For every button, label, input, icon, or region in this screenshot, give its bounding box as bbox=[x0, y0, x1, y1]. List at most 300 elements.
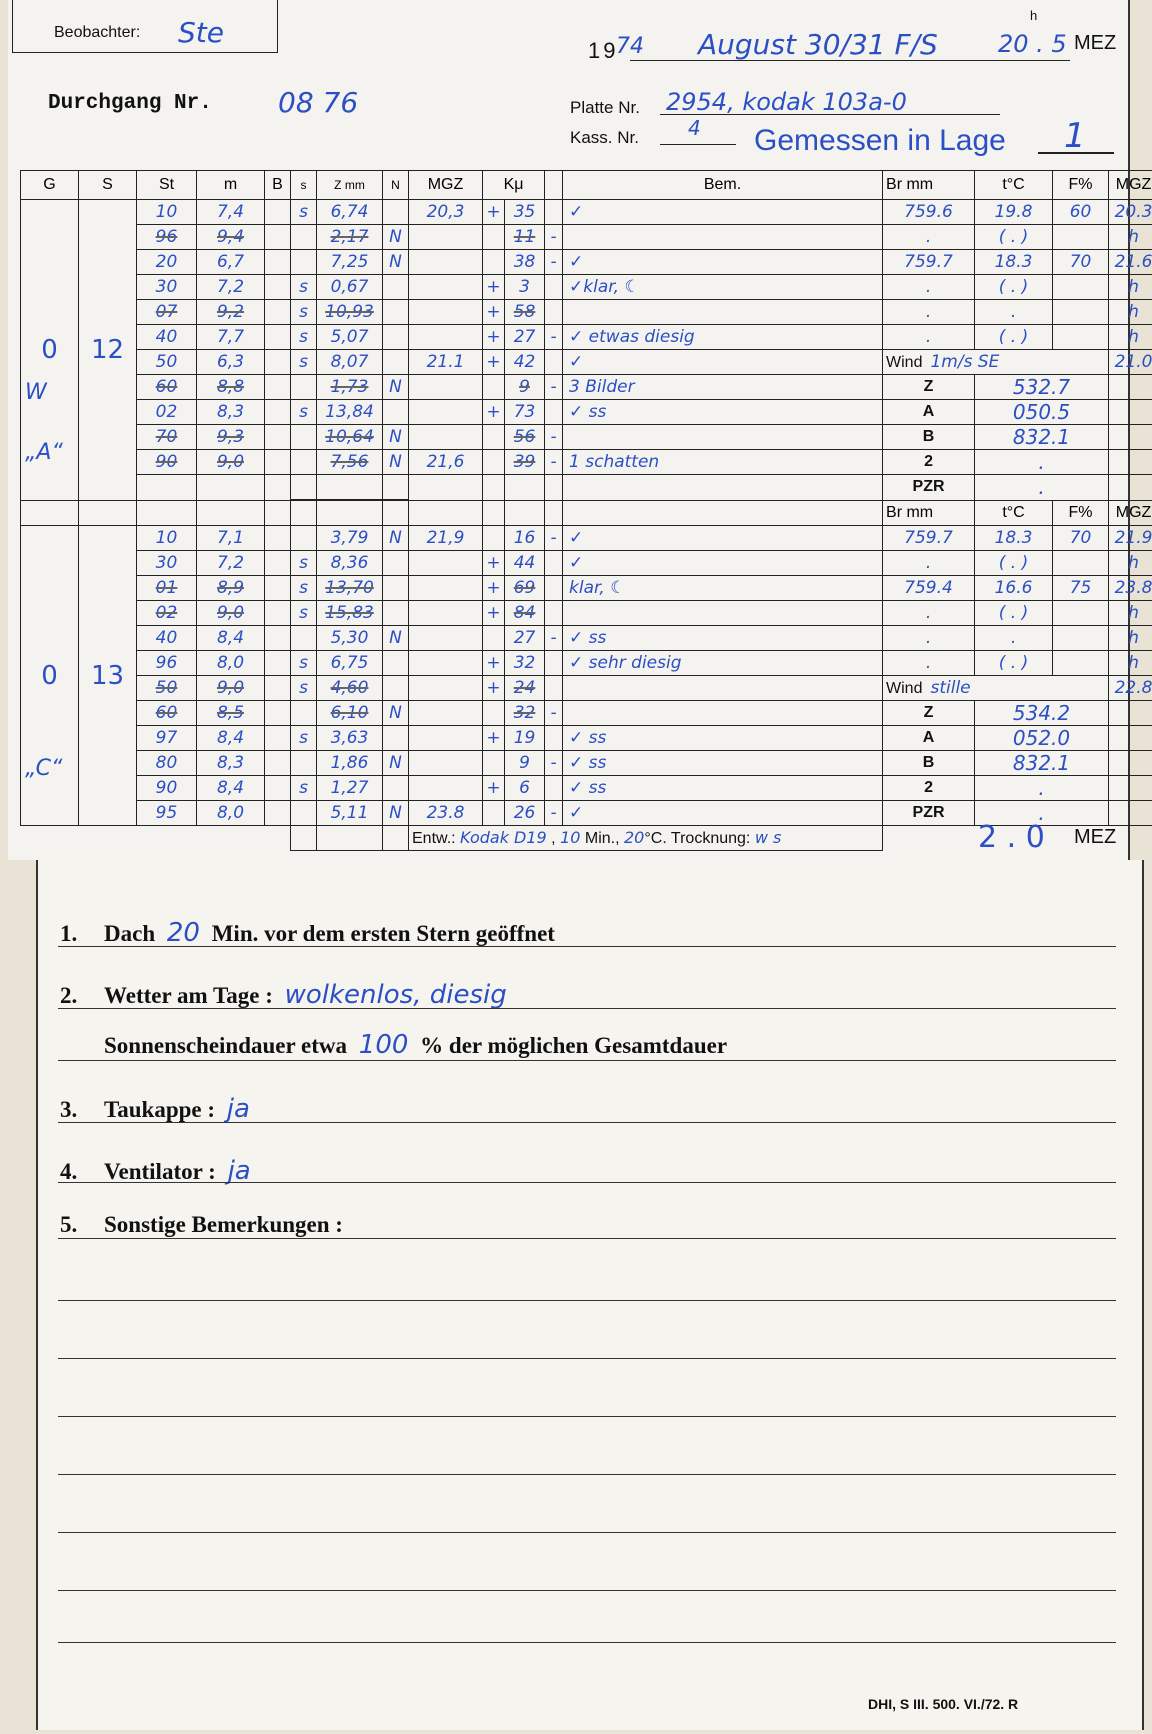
s-flag bbox=[291, 425, 317, 450]
group-g-value: 0 bbox=[41, 660, 58, 691]
remark: ✓ bbox=[563, 801, 883, 826]
magnitude: 8,3 bbox=[197, 400, 265, 425]
z-mm: 0,67 bbox=[317, 275, 383, 300]
k-sign: + bbox=[483, 350, 505, 375]
group2-divider-row bbox=[21, 500, 1152, 526]
mgz-value bbox=[409, 701, 483, 726]
side-br: 759.4 bbox=[883, 576, 975, 601]
magnitude: 8,5 bbox=[197, 701, 265, 726]
mgz-value bbox=[409, 576, 483, 601]
group-s-cell: 12 bbox=[79, 200, 137, 501]
question-number: 2. bbox=[60, 983, 78, 1008]
magnitude: 7,1 bbox=[197, 526, 265, 551]
magnitude: 8,3 bbox=[197, 751, 265, 776]
side-f: 70 bbox=[1053, 250, 1109, 275]
b-cell bbox=[265, 450, 291, 475]
side-t: 18.3 bbox=[975, 250, 1053, 275]
zab-empty bbox=[1109, 751, 1152, 776]
mgz-value bbox=[409, 626, 483, 651]
divider-cell bbox=[563, 500, 883, 526]
s-flag: s bbox=[291, 350, 317, 375]
k-dash: - bbox=[545, 626, 563, 651]
zab-value: . bbox=[975, 450, 1109, 475]
year-prefix: 19 bbox=[588, 38, 619, 63]
z-mm: 15,83 bbox=[317, 601, 383, 626]
b-cell bbox=[265, 601, 291, 626]
rule-line bbox=[58, 1182, 1116, 1183]
s-flag: s bbox=[291, 651, 317, 676]
star-number: 50 bbox=[137, 350, 197, 375]
zab-empty bbox=[1109, 475, 1152, 501]
observation-card bbox=[8, 0, 1152, 860]
k-sign: + bbox=[483, 300, 505, 325]
measured-value: 1 bbox=[1064, 116, 1086, 156]
question-answer: wolkenlos, diesig bbox=[284, 980, 507, 1010]
group-g-cell bbox=[21, 526, 79, 826]
question-text: Wetter am Tage : bbox=[104, 983, 279, 1008]
rule-line bbox=[58, 1358, 1116, 1359]
n-flag: N bbox=[383, 801, 409, 826]
divider-cell bbox=[291, 500, 317, 526]
plate-underline bbox=[660, 114, 1000, 115]
magnitude: 9,2 bbox=[197, 300, 265, 325]
zab-label: PZR bbox=[883, 475, 975, 501]
plate-value: 2954, kodak 103a-0 bbox=[666, 88, 907, 116]
observation-table bbox=[20, 170, 1152, 851]
k-value: 3 bbox=[505, 275, 545, 300]
k-dash: - bbox=[545, 250, 563, 275]
side-f bbox=[1053, 325, 1109, 350]
zab-label: A bbox=[883, 726, 975, 751]
star-number: 96 bbox=[137, 651, 197, 676]
magnitude: 8,4 bbox=[197, 726, 265, 751]
s-flag bbox=[291, 475, 317, 501]
remark: ✓ bbox=[563, 551, 883, 576]
date-value: August 30/31 F/S bbox=[698, 28, 938, 61]
k-value: 11 bbox=[505, 225, 545, 250]
magnitude: 8,4 bbox=[197, 776, 265, 801]
observer-box bbox=[12, 0, 278, 53]
col-s-small: s bbox=[291, 171, 317, 200]
remark: ✓ ss bbox=[563, 776, 883, 801]
cassette-label: Kass. Nr. bbox=[570, 128, 639, 147]
magnitude: 9,0 bbox=[197, 450, 265, 475]
table-row bbox=[21, 300, 1152, 325]
n-flag bbox=[383, 676, 409, 701]
b-cell bbox=[265, 225, 291, 250]
k-sign: + bbox=[483, 776, 505, 801]
col-m: m bbox=[197, 171, 265, 200]
k-dash: - bbox=[545, 325, 563, 350]
k-sign bbox=[483, 701, 505, 726]
zab-value: . bbox=[975, 801, 1109, 826]
k-value: 69 bbox=[505, 576, 545, 601]
k-value: 19 bbox=[505, 726, 545, 751]
divider-cell bbox=[545, 500, 563, 526]
side-header-0: Br mm bbox=[883, 500, 975, 526]
k-value: 27 bbox=[505, 626, 545, 651]
n-flag bbox=[383, 275, 409, 300]
n-flag bbox=[383, 726, 409, 751]
star-number: 70 bbox=[137, 425, 197, 450]
zab-value: 052.0 bbox=[975, 726, 1109, 751]
b-cell bbox=[265, 801, 291, 826]
magnitude: 8,0 bbox=[197, 651, 265, 676]
question-3 bbox=[60, 1030, 727, 1060]
measured-underline bbox=[1038, 152, 1114, 154]
zab-value: 532.7 bbox=[975, 375, 1109, 400]
col-n: N bbox=[383, 171, 409, 200]
divider-cell bbox=[79, 500, 137, 526]
k-value: 32 bbox=[505, 701, 545, 726]
s-flag bbox=[291, 375, 317, 400]
n-flag bbox=[383, 601, 409, 626]
magnitude: 8,0 bbox=[197, 801, 265, 826]
magnitude: 7,4 bbox=[197, 200, 265, 225]
side-header-1: t°C bbox=[975, 500, 1053, 526]
side-t: ( . ) bbox=[975, 325, 1053, 350]
table-row bbox=[21, 751, 1152, 776]
observer-label: Beobachter: bbox=[54, 24, 141, 41]
k-value: 26 bbox=[505, 801, 545, 826]
n-flag: N bbox=[383, 751, 409, 776]
side-t: . bbox=[975, 626, 1053, 651]
b-cell bbox=[265, 651, 291, 676]
side-br: . bbox=[883, 275, 975, 300]
star-number: 90 bbox=[137, 776, 197, 801]
z-mm: 5,07 bbox=[317, 325, 383, 350]
z-mm: 4,60 bbox=[317, 676, 383, 701]
mgz-value bbox=[409, 225, 483, 250]
mgz-value bbox=[409, 425, 483, 450]
side-header-3: MGZ bbox=[1109, 500, 1152, 526]
form-code: DHI, S III. 500. VI./72. R bbox=[868, 1696, 1019, 1712]
star-number bbox=[137, 475, 197, 501]
b-cell bbox=[265, 526, 291, 551]
k-dash bbox=[545, 350, 563, 375]
table-row bbox=[21, 400, 1152, 425]
side-f bbox=[1053, 300, 1109, 325]
k-dash: - bbox=[545, 526, 563, 551]
table-row bbox=[21, 651, 1152, 676]
time-unit-h: h bbox=[1030, 8, 1038, 23]
table-row bbox=[21, 701, 1152, 726]
col-g: G bbox=[21, 171, 79, 200]
rule-line bbox=[58, 1122, 1116, 1123]
s-flag: s bbox=[291, 576, 317, 601]
zab-empty bbox=[1109, 450, 1152, 475]
side-t: 16.6 bbox=[975, 576, 1053, 601]
mgz-value bbox=[409, 551, 483, 576]
k-value: 39 bbox=[505, 450, 545, 475]
question-text-post: Min. vor dem ersten Stern geöffnet bbox=[205, 921, 555, 946]
rule-line bbox=[58, 1416, 1116, 1417]
s-flag: s bbox=[291, 325, 317, 350]
star-number: 50 bbox=[137, 676, 197, 701]
star-number: 40 bbox=[137, 325, 197, 350]
rule-line bbox=[58, 1238, 1116, 1239]
b-cell bbox=[265, 325, 291, 350]
side-t: ( . ) bbox=[975, 551, 1053, 576]
temp-value: 20 bbox=[624, 828, 645, 847]
b-cell bbox=[265, 776, 291, 801]
question-text-post: % der möglichen Gesamtdauer bbox=[414, 1033, 728, 1058]
wind-label: Wind bbox=[886, 354, 923, 371]
question-2 bbox=[60, 980, 513, 1010]
zab-value: . bbox=[975, 776, 1109, 801]
s-flag bbox=[291, 701, 317, 726]
k-sign bbox=[483, 375, 505, 400]
table-row bbox=[21, 551, 1152, 576]
question-text: Ventilator : bbox=[104, 1159, 222, 1184]
side-mgz: h bbox=[1109, 601, 1152, 626]
zab-empty bbox=[1109, 776, 1152, 801]
side-mgz: h bbox=[1109, 300, 1152, 325]
star-number: 30 bbox=[137, 551, 197, 576]
star-number: 10 bbox=[137, 526, 197, 551]
question-6 bbox=[60, 1212, 343, 1238]
table-row bbox=[21, 626, 1152, 651]
star-number: 80 bbox=[137, 751, 197, 776]
side-f bbox=[1053, 601, 1109, 626]
mgz-value: 21,9 bbox=[409, 526, 483, 551]
col-mgz: MGZ bbox=[409, 171, 483, 200]
rule-line bbox=[58, 1008, 1116, 1009]
b-cell bbox=[265, 576, 291, 601]
z-mm: 5,11 bbox=[317, 801, 383, 826]
divider-cell bbox=[483, 500, 505, 526]
zab-label: Z bbox=[883, 701, 975, 726]
s-flag: s bbox=[291, 200, 317, 225]
remark: ✓ ss bbox=[563, 400, 883, 425]
question-text: Sonstige Bemerkungen : bbox=[104, 1212, 343, 1237]
z-mm: 6,75 bbox=[317, 651, 383, 676]
side-mgz: h bbox=[1109, 275, 1152, 300]
star-number: 10 bbox=[137, 200, 197, 225]
magnitude: 7,2 bbox=[197, 551, 265, 576]
table-row bbox=[21, 576, 1152, 601]
side-f: 60 bbox=[1053, 200, 1109, 225]
zab-label: A bbox=[883, 400, 975, 425]
zab-empty bbox=[1109, 375, 1152, 400]
rule-line bbox=[58, 1532, 1116, 1533]
side-br: . bbox=[883, 225, 975, 250]
k-sign: + bbox=[483, 275, 505, 300]
n-flag: N bbox=[383, 450, 409, 475]
s-flag: s bbox=[291, 601, 317, 626]
mgz-value: 21,6 bbox=[409, 450, 483, 475]
magnitude: 9,4 bbox=[197, 225, 265, 250]
b-cell bbox=[265, 751, 291, 776]
b-cell bbox=[265, 701, 291, 726]
remark: ✓ bbox=[563, 250, 883, 275]
table-row bbox=[21, 350, 1152, 375]
footer-blank bbox=[137, 826, 197, 851]
zab-label: B bbox=[883, 425, 975, 450]
z-mm bbox=[317, 475, 383, 501]
k-sign: + bbox=[483, 601, 505, 626]
n-flag: N bbox=[383, 225, 409, 250]
table-row bbox=[21, 375, 1152, 400]
divider-cell bbox=[383, 500, 409, 526]
side-f bbox=[1053, 551, 1109, 576]
k-sign bbox=[483, 425, 505, 450]
b-cell bbox=[265, 400, 291, 425]
z-mm: 1,27 bbox=[317, 776, 383, 801]
col-f: F% bbox=[1053, 171, 1109, 200]
remark: ✓ bbox=[563, 200, 883, 225]
mgz-value bbox=[409, 601, 483, 626]
k-sign bbox=[483, 225, 505, 250]
group-side-note: W bbox=[25, 380, 47, 405]
magnitude: 9,3 bbox=[197, 425, 265, 450]
question-answer: 100 bbox=[358, 1030, 409, 1060]
star-number: 60 bbox=[137, 701, 197, 726]
divider-cell bbox=[21, 500, 79, 526]
k-dash: - bbox=[545, 425, 563, 450]
magnitude: 9,0 bbox=[197, 676, 265, 701]
k-dash bbox=[545, 576, 563, 601]
passage-value: 08 76 bbox=[278, 86, 359, 119]
k-dash bbox=[545, 200, 563, 225]
divider-cell bbox=[505, 500, 545, 526]
side-f bbox=[1053, 651, 1109, 676]
magnitude: 6,3 bbox=[197, 350, 265, 375]
k-dash: - bbox=[545, 450, 563, 475]
question-number: 3. bbox=[60, 1097, 78, 1122]
b-cell bbox=[265, 375, 291, 400]
s-flag bbox=[291, 225, 317, 250]
star-number: 60 bbox=[137, 375, 197, 400]
k-sign: + bbox=[483, 400, 505, 425]
entw-label: Entw.: bbox=[412, 830, 461, 847]
notes-card bbox=[36, 860, 1144, 1730]
group-g-value: 0 bbox=[41, 334, 58, 365]
table-row bbox=[21, 225, 1152, 250]
magnitude: 6,7 bbox=[197, 250, 265, 275]
mgz-value bbox=[409, 375, 483, 400]
mgz-value bbox=[409, 400, 483, 425]
k-dash bbox=[545, 400, 563, 425]
z-mm: 1,86 bbox=[317, 751, 383, 776]
question-text: Dach bbox=[104, 921, 161, 946]
side-mgz: 23.8 bbox=[1109, 576, 1152, 601]
zab-value: 832.1 bbox=[975, 751, 1109, 776]
footer-blank bbox=[265, 826, 291, 851]
n-flag: N bbox=[383, 375, 409, 400]
magnitude: 8,9 bbox=[197, 576, 265, 601]
k-dash: - bbox=[545, 751, 563, 776]
side-t: 19.8 bbox=[975, 200, 1053, 225]
z-mm: 7,25 bbox=[317, 250, 383, 275]
mgz-value: 23.8 bbox=[409, 801, 483, 826]
b-cell bbox=[265, 551, 291, 576]
zab-label: Z bbox=[883, 375, 975, 400]
mgz-value bbox=[409, 475, 483, 501]
z-mm: 6,10 bbox=[317, 701, 383, 726]
magnitude: 8,4 bbox=[197, 626, 265, 651]
star-number: 02 bbox=[137, 400, 197, 425]
mgz-value bbox=[409, 275, 483, 300]
mgz-value bbox=[409, 651, 483, 676]
table-row bbox=[21, 726, 1152, 751]
z-mm: 5,30 bbox=[317, 626, 383, 651]
b-cell bbox=[265, 300, 291, 325]
remark: ✓ ss bbox=[563, 626, 883, 651]
s-flag bbox=[291, 250, 317, 275]
remark: 1 schatten bbox=[563, 450, 883, 475]
mgz-value bbox=[409, 300, 483, 325]
table-row bbox=[21, 450, 1152, 475]
temp-label: °C. Trocknung: bbox=[644, 830, 755, 847]
side-mgz: 20.3 bbox=[1109, 200, 1152, 225]
b-cell bbox=[265, 676, 291, 701]
b-cell bbox=[265, 626, 291, 651]
k-value: 56 bbox=[505, 425, 545, 450]
side-br: 759.7 bbox=[883, 526, 975, 551]
k-value: 73 bbox=[505, 400, 545, 425]
n-flag: N bbox=[383, 526, 409, 551]
wind-mgz: 22.8 bbox=[1109, 676, 1152, 701]
year-suffix: 74 bbox=[616, 34, 644, 59]
footer-blank bbox=[197, 826, 265, 851]
k-dash bbox=[545, 475, 563, 501]
zab-value: . bbox=[975, 475, 1109, 501]
k-dash bbox=[545, 676, 563, 701]
remark bbox=[563, 701, 883, 726]
date-underline bbox=[630, 60, 1070, 61]
n-flag bbox=[383, 576, 409, 601]
col-t: t°C bbox=[975, 171, 1053, 200]
b-cell bbox=[265, 726, 291, 751]
k-sign: + bbox=[483, 576, 505, 601]
remark bbox=[563, 475, 883, 501]
plate-label: Platte Nr. bbox=[570, 98, 640, 117]
remark bbox=[563, 601, 883, 626]
time-value: 20 . 5 bbox=[998, 30, 1067, 58]
cassette-underline bbox=[660, 144, 736, 145]
k-value: 44 bbox=[505, 551, 545, 576]
k-sign bbox=[483, 526, 505, 551]
question-4 bbox=[60, 1094, 256, 1124]
zab-value: 534.2 bbox=[975, 701, 1109, 726]
col-mgz2: MGZ bbox=[1109, 171, 1152, 200]
table-row bbox=[21, 601, 1152, 626]
b-cell bbox=[265, 425, 291, 450]
b-cell bbox=[265, 200, 291, 225]
k-sign: + bbox=[483, 200, 505, 225]
table-row bbox=[21, 200, 1152, 225]
question-number: 1. bbox=[60, 921, 78, 946]
end-mez: MEZ bbox=[1074, 826, 1117, 848]
magnitude bbox=[197, 475, 265, 501]
footer-blank bbox=[383, 826, 409, 851]
k-sign bbox=[483, 475, 505, 501]
k-dash bbox=[545, 300, 563, 325]
side-t: 18.3 bbox=[975, 526, 1053, 551]
k-value bbox=[505, 475, 545, 501]
rule-line bbox=[58, 1590, 1116, 1591]
b-cell bbox=[265, 275, 291, 300]
group-side-note: „C“ bbox=[25, 756, 63, 781]
star-number: 07 bbox=[137, 300, 197, 325]
k-sign bbox=[483, 626, 505, 651]
mgz-value bbox=[409, 250, 483, 275]
side-f bbox=[1053, 626, 1109, 651]
s-flag: s bbox=[291, 400, 317, 425]
side-mgz: h bbox=[1109, 325, 1152, 350]
divider-cell bbox=[137, 500, 197, 526]
